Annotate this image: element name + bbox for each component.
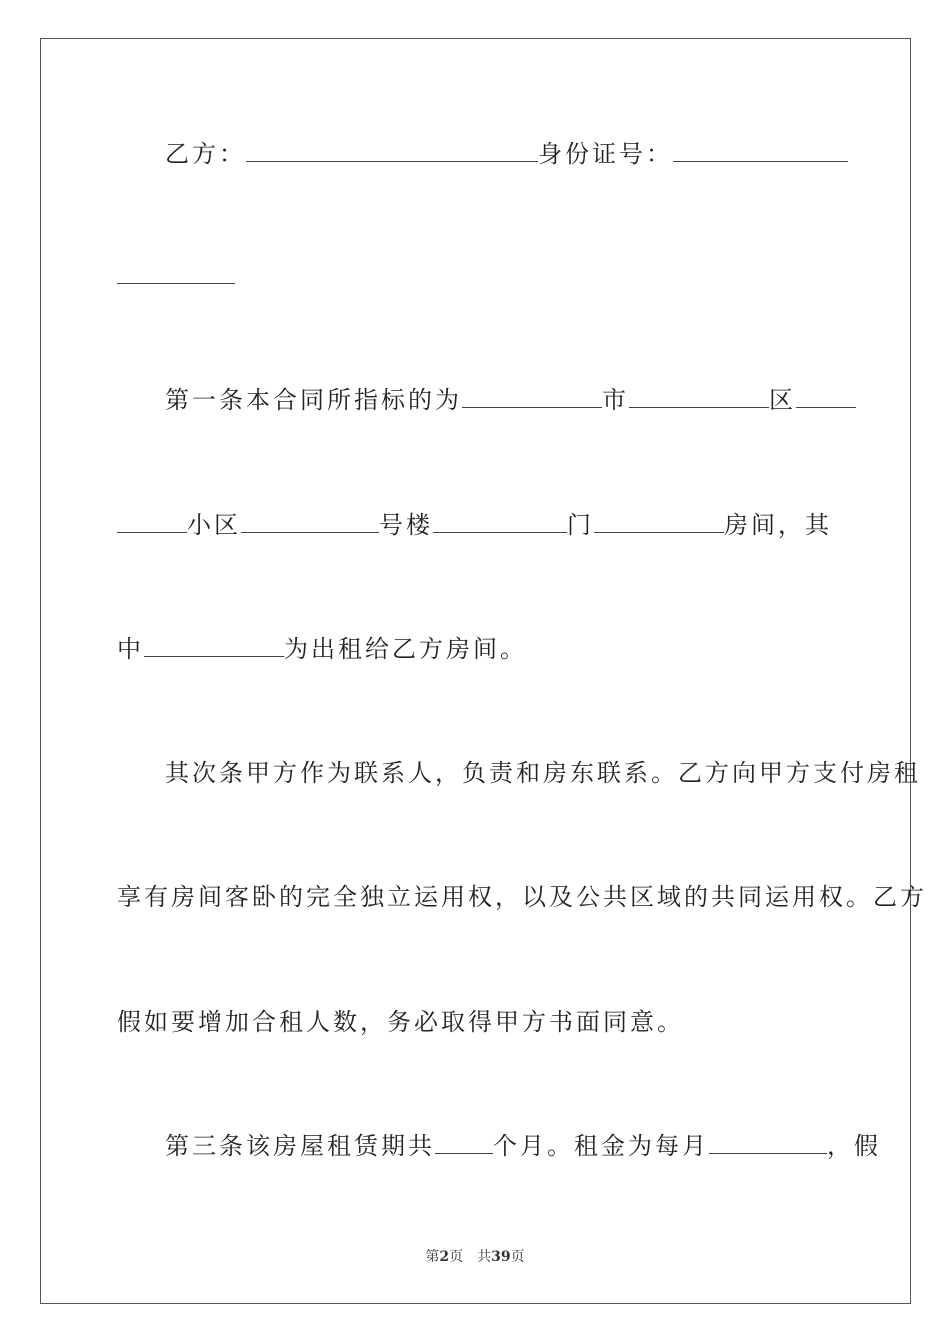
district-label: 区	[769, 386, 796, 414]
id-label: 身份证号：	[538, 140, 673, 168]
clause-1-line-3	[117, 632, 833, 665]
unit-blank	[594, 508, 724, 533]
party-b-line	[117, 137, 833, 170]
community-blank	[241, 508, 379, 533]
building-label: 号楼	[379, 511, 433, 539]
district-blank	[629, 383, 769, 408]
leading-blank	[117, 508, 187, 533]
id-blank-continued	[117, 259, 235, 284]
clause-2-line-2: 享有房间客卧的完全独立运用权，以及公共区域的共同运用权。乙方	[117, 883, 927, 911]
clause-2-line-3: 假如要增加合租人数，务必取得甲方书面同意。	[117, 1008, 684, 1036]
district-trailing-blank	[796, 383, 856, 408]
party-b-blank	[246, 137, 538, 162]
party-b-label: 乙方：	[165, 140, 246, 168]
rented-room-blank	[144, 632, 284, 657]
rent-text: 个月。租金为每月	[493, 1132, 709, 1160]
footer-middle: 页 共	[449, 1249, 492, 1265]
page-footer	[0, 1246, 950, 1266]
page-border	[40, 38, 927, 1304]
rented-room-text: 为出租给乙方房间。	[284, 635, 527, 663]
rent-tail-text: ，假	[827, 1132, 881, 1160]
lease-term-text: 第三条该房屋租赁期共	[165, 1132, 435, 1160]
clause-2-line-1: 其次条甲方作为联系人，负责和房东联系。乙方向甲方支付房租	[165, 759, 921, 787]
unit-label: 门	[567, 511, 594, 539]
city-label: 市	[602, 386, 629, 414]
months-blank	[435, 1129, 493, 1154]
rent-blank	[709, 1129, 827, 1154]
city-blank	[462, 383, 602, 408]
among-label: 中	[117, 635, 144, 663]
community-label: 小区	[187, 511, 241, 539]
clause-3-line-1	[117, 1129, 881, 1162]
id-continuation-line	[117, 259, 833, 292]
clause-1-text: 第一条本合同所指标的为	[165, 386, 462, 414]
footer-prefix: 第	[425, 1249, 440, 1265]
id-blank	[673, 137, 848, 162]
footer-suffix: 页	[510, 1249, 525, 1265]
building-blank	[433, 508, 567, 533]
room-label: 房间，其	[724, 511, 832, 539]
clause-1-line-1	[117, 383, 833, 416]
page-number: 2	[439, 1249, 450, 1265]
clause-1-line-2	[117, 508, 833, 541]
total-pages: 39	[491, 1249, 511, 1265]
